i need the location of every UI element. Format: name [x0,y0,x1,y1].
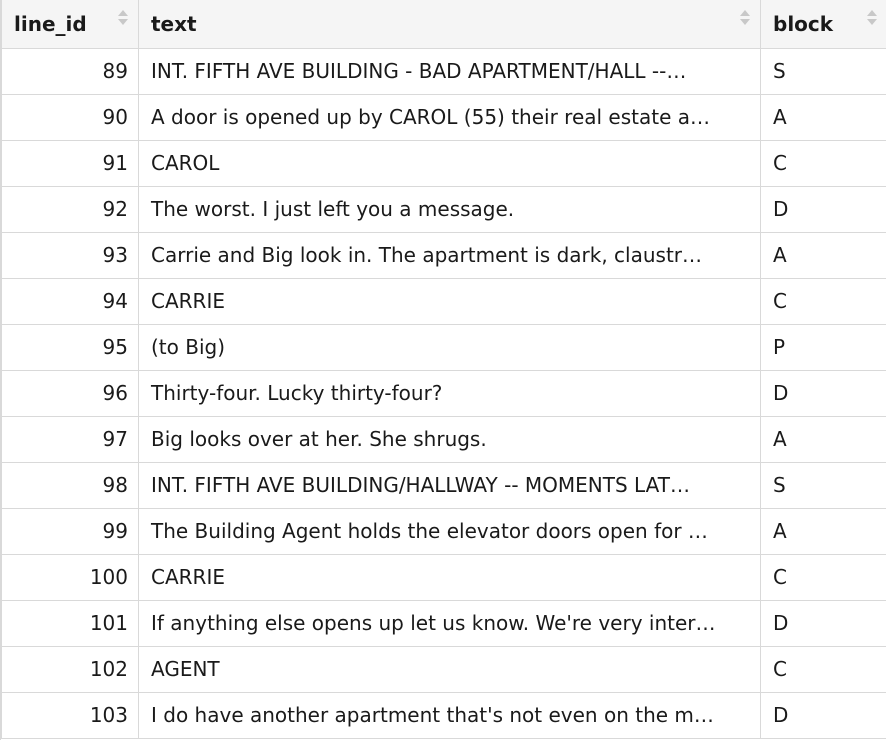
cell-text: (to Big) [139,324,761,370]
table-row[interactable] [2,508,886,554]
cell-block: P [761,324,886,370]
cell-text: AGENT [139,646,761,692]
cell-line-id: 93 [2,232,139,278]
cell-line-id: 101 [2,600,139,646]
cell-line-id: 102 [2,646,139,692]
column-header-label: block [773,11,834,36]
table-header [2,0,886,48]
table-row[interactable] [2,94,886,140]
column-header-line-id[interactable] [2,0,139,48]
cell-line-id: 99 [2,508,139,554]
table-row[interactable] [2,370,886,416]
cell-text: CARRIE [139,554,761,600]
cell-block: C [761,140,886,186]
sort-arrows-icon[interactable] [118,10,128,25]
cell-text: CAROL [139,140,761,186]
cell-block: A [761,232,886,278]
header-row [2,0,886,48]
table-body [2,48,886,738]
data-table [1,0,886,739]
cell-text: A door is opened up by CAROL (55) their real estate a… [139,94,761,140]
cell-text: Thirty-four. Lucky thirty-four? [139,370,761,416]
cell-text: CARRIE [139,278,761,324]
table-row[interactable] [2,554,886,600]
cell-block: A [761,94,886,140]
column-header-label: text [151,11,197,36]
table-row[interactable] [2,186,886,232]
cell-text: If anything else opens up let us know. We're very inter… [139,600,761,646]
cell-line-id: 95 [2,324,139,370]
cell-text: I do have another apartment that's not even on the m… [139,692,761,738]
cell-text: The worst. I just left you a message. [139,186,761,232]
cell-line-id: 92 [2,186,139,232]
cell-block: S [761,48,886,94]
cell-line-id: 96 [2,370,139,416]
cell-block: A [761,416,886,462]
cell-block: D [761,692,886,738]
column-header-label: line_id [14,11,87,36]
cell-line-id: 97 [2,416,139,462]
cell-block: D [761,600,886,646]
cell-text: INT. FIFTH AVE BUILDING/HALLWAY -- MOMENTS LAT… [139,462,761,508]
sort-arrows-icon[interactable] [867,10,877,25]
table-row[interactable] [2,646,886,692]
cell-text: Big looks over at her. She shrugs. [139,416,761,462]
table-row[interactable] [2,278,886,324]
cell-line-id: 91 [2,140,139,186]
table-row[interactable] [2,48,886,94]
cell-block: C [761,554,886,600]
cell-text: The Building Agent holds the elevator doors open for … [139,508,761,554]
cell-line-id: 90 [2,94,139,140]
cell-line-id: 98 [2,462,139,508]
cell-block: D [761,370,886,416]
table-row[interactable] [2,692,886,738]
table-row[interactable] [2,140,886,186]
cell-block: C [761,646,886,692]
table-row[interactable] [2,600,886,646]
cell-line-id: 89 [2,48,139,94]
sort-arrows-icon[interactable] [740,10,750,25]
cell-block: D [761,186,886,232]
table-row[interactable] [2,232,886,278]
cell-line-id: 94 [2,278,139,324]
cell-text: Carrie and Big look in. The apartment is dark, claustr… [139,232,761,278]
table-row[interactable] [2,324,886,370]
cell-line-id: 103 [2,692,139,738]
cell-line-id: 100 [2,554,139,600]
cell-block: S [761,462,886,508]
table-row[interactable] [2,462,886,508]
table-row[interactable] [2,416,886,462]
cell-block: A [761,508,886,554]
cell-block: C [761,278,886,324]
cell-text: INT. FIFTH AVE BUILDING - BAD APARTMENT/HALL --… [139,48,761,94]
column-header-text[interactable] [139,0,761,48]
column-header-block[interactable] [761,0,886,48]
